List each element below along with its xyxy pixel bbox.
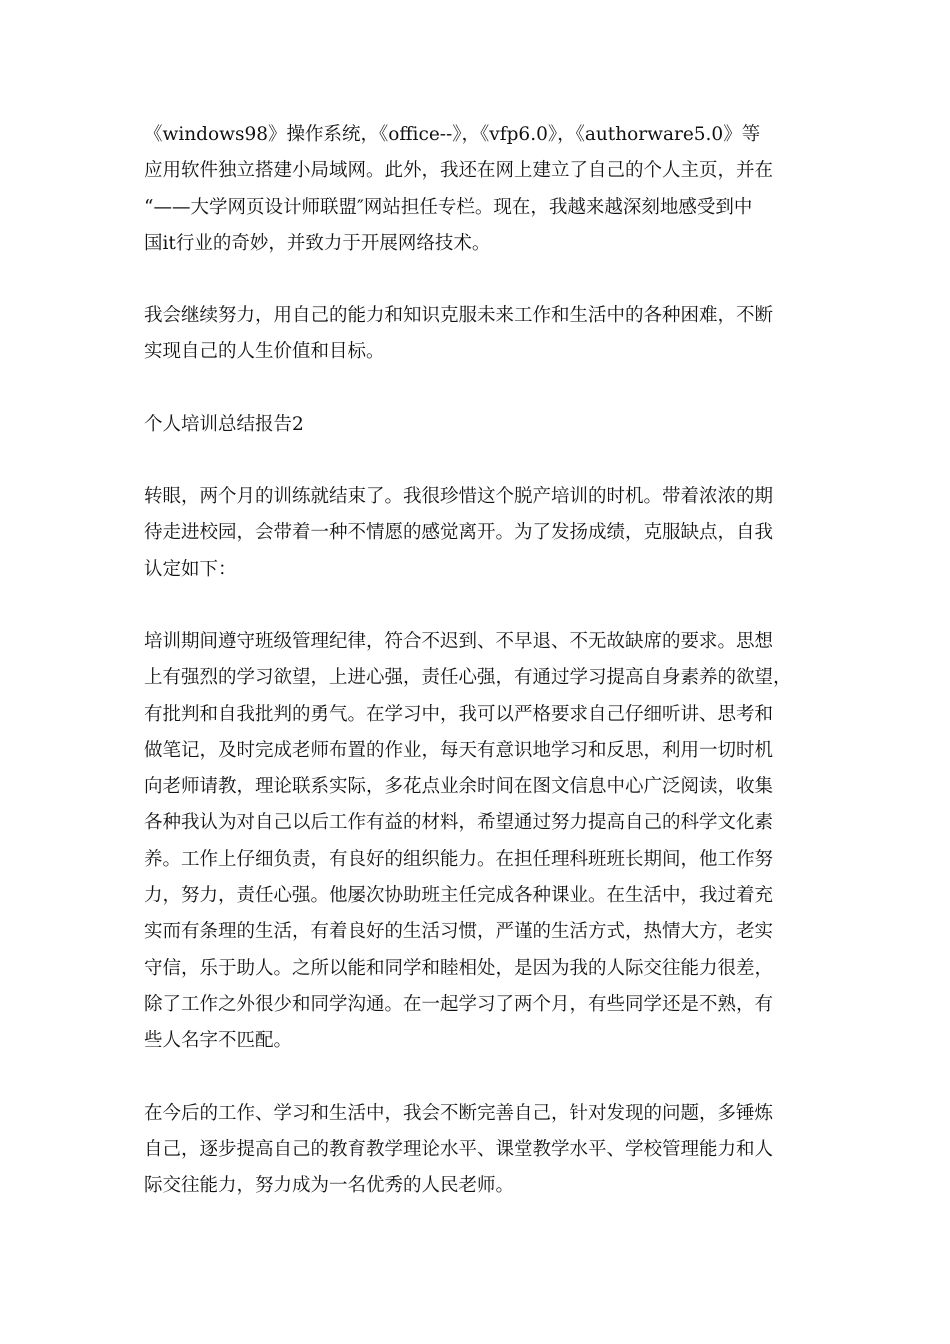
text-line: 应用软件独立搭建小局域网。此外，我还在网上建立了自己的个人主页，并在: [144, 160, 774, 182]
text-line: 养。工作上仔细负责，有良好的组织能力。在担任理科班班长期间，他工作努: [144, 848, 774, 870]
text-line: “——大学网页设计师联盟″网站担任专栏。现在，我越来越深刻地感受到中: [144, 196, 753, 218]
text-line: 做笔记，及时完成老师布置的作业，每天有意识地学习和反思，利用一切时机: [144, 739, 774, 761]
paragraph-1: [144, 117, 814, 262]
text-line: 有批判和自我批判的勇气。在学习中，我可以严格要求自己仔细听讲、思考和: [144, 703, 774, 725]
text-line: 些人名字不匹配。: [144, 1030, 293, 1052]
text-line: 除了工作之外很少和同学沟通。在一起学习了两个月，有些同学还是不熟，有: [144, 993, 774, 1015]
text-line: 我会继续努力，用自己的能力和知识克服未来工作和生活中的各种困难，不断: [144, 305, 774, 327]
paragraph-3: [144, 479, 814, 588]
text-line: 各种我认为对自己以后工作有益的材料，希望通过努力提高自己的科学文化素: [144, 812, 774, 834]
text-line: 实现自己的人生价值和目标。: [144, 341, 385, 363]
section-heading: [144, 407, 814, 443]
heading-text: 个人培训总结报告2: [144, 413, 304, 435]
text-line: 待走进校园，会带着一种不情愿的感觉离开。为了发扬成绩，克服缺点，自我: [144, 522, 774, 544]
text-line: 转眼，两个月的训练就结束了。我很珍惜这个脱产培训的时机。带着浓浓的期: [144, 486, 774, 508]
text-line: 自己，逐步提高自己的教育教学理论水平、课堂教学水平、学校管理能力和人: [144, 1138, 774, 1160]
text-line: 际交往能力，努力成为一名优秀的人民老师。: [144, 1175, 515, 1197]
text-line: 《windows98》操作系统，《office--》，《vfp6.0》，《authorware5.0》等: [144, 124, 761, 145]
text-line: 守信，乐于助人。之所以能和同学和睦相处，是因为我的人际交往能力很差，: [144, 957, 774, 979]
text-line: 国it行业的奇妙，并致力于开展网络技术。: [144, 232, 491, 254]
text-line: 实而有条理的生活，有着良好的生活习惯，严谨的生活方式，热情大方，老实: [144, 921, 774, 943]
text-line: 上有强烈的学习欲望，上进心强，责任心强，有通过学习提高自身素养的欲望，: [144, 667, 792, 689]
paragraph-4: [144, 624, 814, 1060]
text-line: 认定如下：: [144, 558, 237, 580]
text-line: 在今后的工作、学习和生活中，我会不断完善自己，针对发现的问题，多锤炼: [144, 1102, 774, 1124]
paragraph-2: [144, 298, 814, 371]
paragraph-5: [144, 1096, 814, 1205]
text-line: 力，努力，责任心强。他屡次协助班主任完成各种课业。在生活中，我过着充: [144, 885, 774, 907]
text-line: 向老师请教，理论联系实际，多花点业余时间在图文信息中心广泛阅读，收集: [144, 776, 774, 798]
document-body: [144, 117, 814, 1240]
text-line: 培训期间遵守班级管理纪律，符合不迟到、不早退、不无故缺席的要求。思想: [144, 630, 774, 652]
